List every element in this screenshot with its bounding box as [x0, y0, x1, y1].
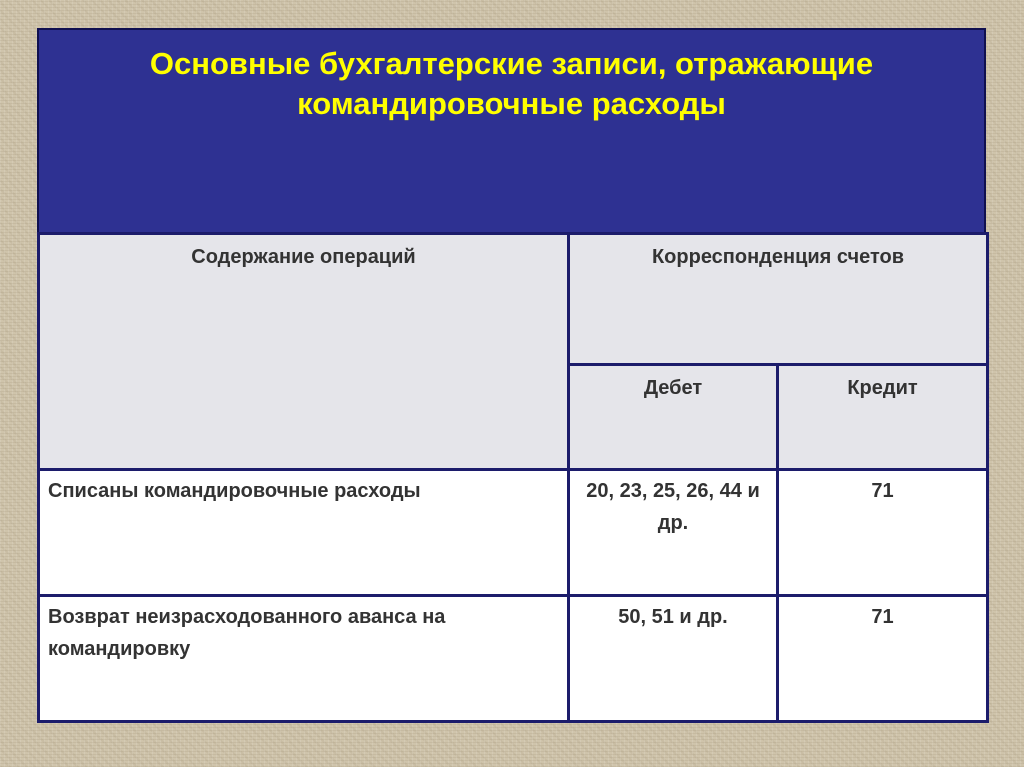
- table-row: [39, 596, 988, 722]
- row-credit: 71: [778, 596, 988, 722]
- header-correspondence: Корреспонденция счетов: [569, 234, 988, 365]
- slide: [37, 28, 986, 721]
- header-debit: Дебет: [569, 365, 778, 470]
- slide-title: Основные бухгалтерские записи, отражающие командировочные расходы: [149, 46, 874, 121]
- row-operation: Возврат неизрасходованного аванса на командировку: [39, 596, 569, 722]
- row-operation: Списаны командировочные расходы: [39, 470, 569, 596]
- row-debit: 20, 23, 25, 26, 44 и др.: [569, 470, 778, 596]
- title-banner: [37, 28, 986, 234]
- journal-entries-table: [37, 232, 989, 723]
- table-header-row: [39, 234, 988, 365]
- row-debit: 50, 51 и др.: [569, 596, 778, 722]
- header-credit: Кредит: [778, 365, 988, 470]
- table-row: [39, 470, 988, 596]
- header-operation: Содержание операций: [39, 234, 569, 470]
- row-credit: 71: [778, 470, 988, 596]
